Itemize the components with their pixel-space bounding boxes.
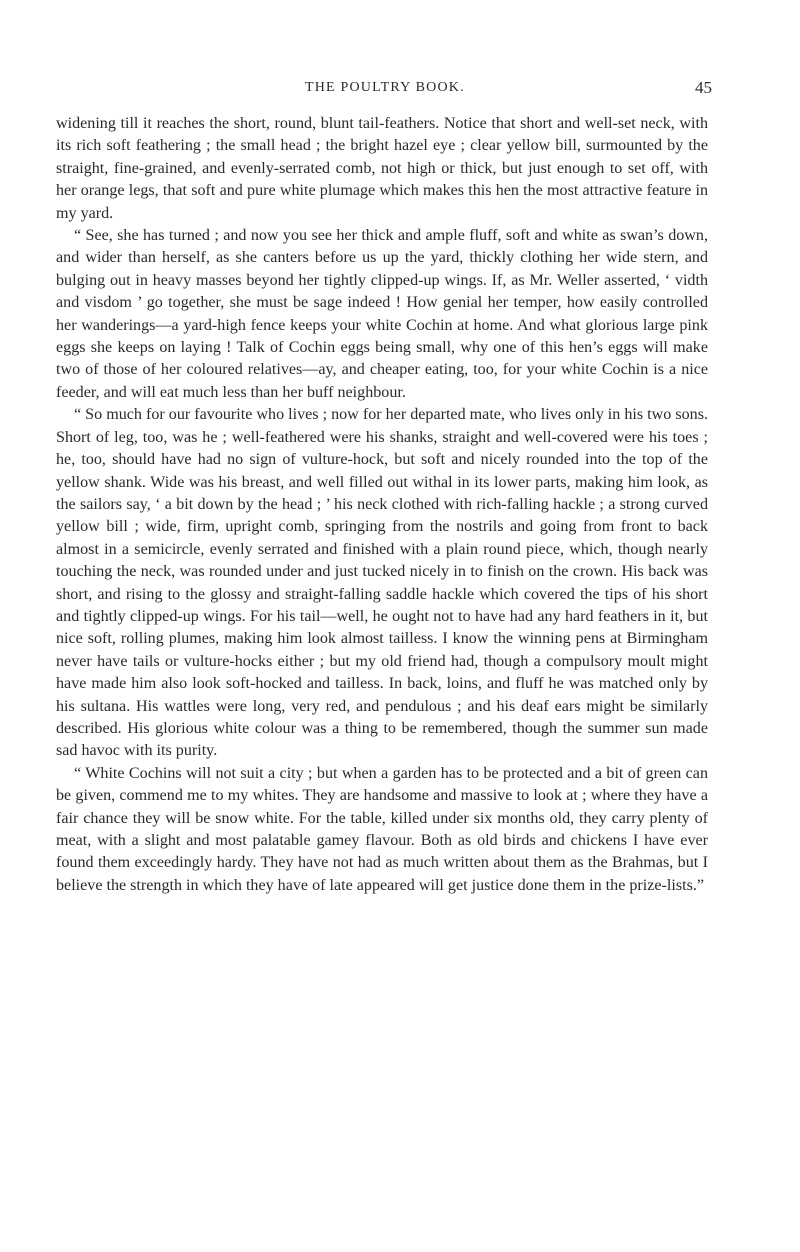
paragraph-white-cochins-summary: “ White Cochins will not suit a city ; but when a garden has to be protected and a bit of green can be given, commend me to my whites. They are handsome and massive to look at ; where they have a fair chance they will be snow white. For the table, killed under six months old, they carry plenty of meat, with a slight and most palatable gamey flavour. Both as old birds and chickens I have ever found them exceedingly hardy. They have not had as much written about them as the Brahmas, but I believe the strength in which they have of late appeared will get justice done them in the prize-lists.” <box>56 764 708 894</box>
body-text <box>56 113 708 897</box>
paragraph-continuation: widening till it reaches the short, round, blunt tail-feathers. Notice that short and well-set neck, with its rich soft feathering ; the small head ; the bright hazel eye ; clear yellow bill, surmounted by the straight, fine-grained, and evenly-serrated comb, not high or thick, but just enough to set off, with her orange legs, that soft and pure white plumage which makes this hen the most attractive feature in my yard. <box>56 115 708 222</box>
paragraph-white-hen: “ See, she has turned ; and now you see her thick and ample fluff, soft and white as swan’s down, and wider than herself, as she canters before us up the yard, thickly clothing her wide stern, and bulging out in heavy masses beyond her tightly clipped-up wings. If, as Mr. Weller asserted, ‘ vidth and visdom ’ go together, she must be sage indeed ! How genial her temper, how easily controlled her wanderings—a yard-high fence keeps your white Cochin at home. And what glorious large pink eggs she keeps on laying ! Talk of Cochin eggs being small, why one of this hen’s eggs will make two of those of her coloured relatives—ay, and cheaper eating, too, for your white Cochin is a nice feeder, and will eat much less than her buff neighbour. <box>56 227 708 401</box>
running-header-title: THE POULTRY BOOK. <box>305 80 465 95</box>
paragraph-departed-cock: “ So much for our favourite who lives ; now for her departed mate, who lives only in his two sons. Short of leg, too, was he ; well-feathered were his shanks, straight and well-covered were his toes ; he, too, should have had no sign of vulture-hock, but soft and nicely rounded into the top of the yellow shank. Wide was his breast, and well filled out withal in its lower parts, making him look, as the sailors say, ‘ a bit down by the head ; ’ his neck clothed with rich-falling hackle ; a strong curved yellow bill ; wide, firm, upright comb, springing from the nostrils and going from front to back almost in a semicircle, evenly serrated and finished with a plain round piece, which, though nearly touching the neck, was rounded under and just tucked nicely in to finish on the crown. His back was short, and rising to the glossy and straight-falling saddle hackle which covered the tips of his short and tightly clipped-up wings. For his tail—well, he ought not to have had any hard feathers in it, but nice soft, rolling plumes, making him look almost tailless. I know the winning pens at Birmingham never have tails or vulture-hocks either ; but my old friend had, though a compulsory moult might have made him also look soft-hocked and tailless. In back, loins, and fluff he was matched only by his sultana. His wattles were long, very red, and pendulous ; and his deaf ears might be similarly described. His glorious white colour was a thing to be remembered, though the summer sun made sad havoc with its purity. <box>56 406 708 760</box>
running-header <box>305 80 712 104</box>
page-number: 45 <box>695 78 712 97</box>
